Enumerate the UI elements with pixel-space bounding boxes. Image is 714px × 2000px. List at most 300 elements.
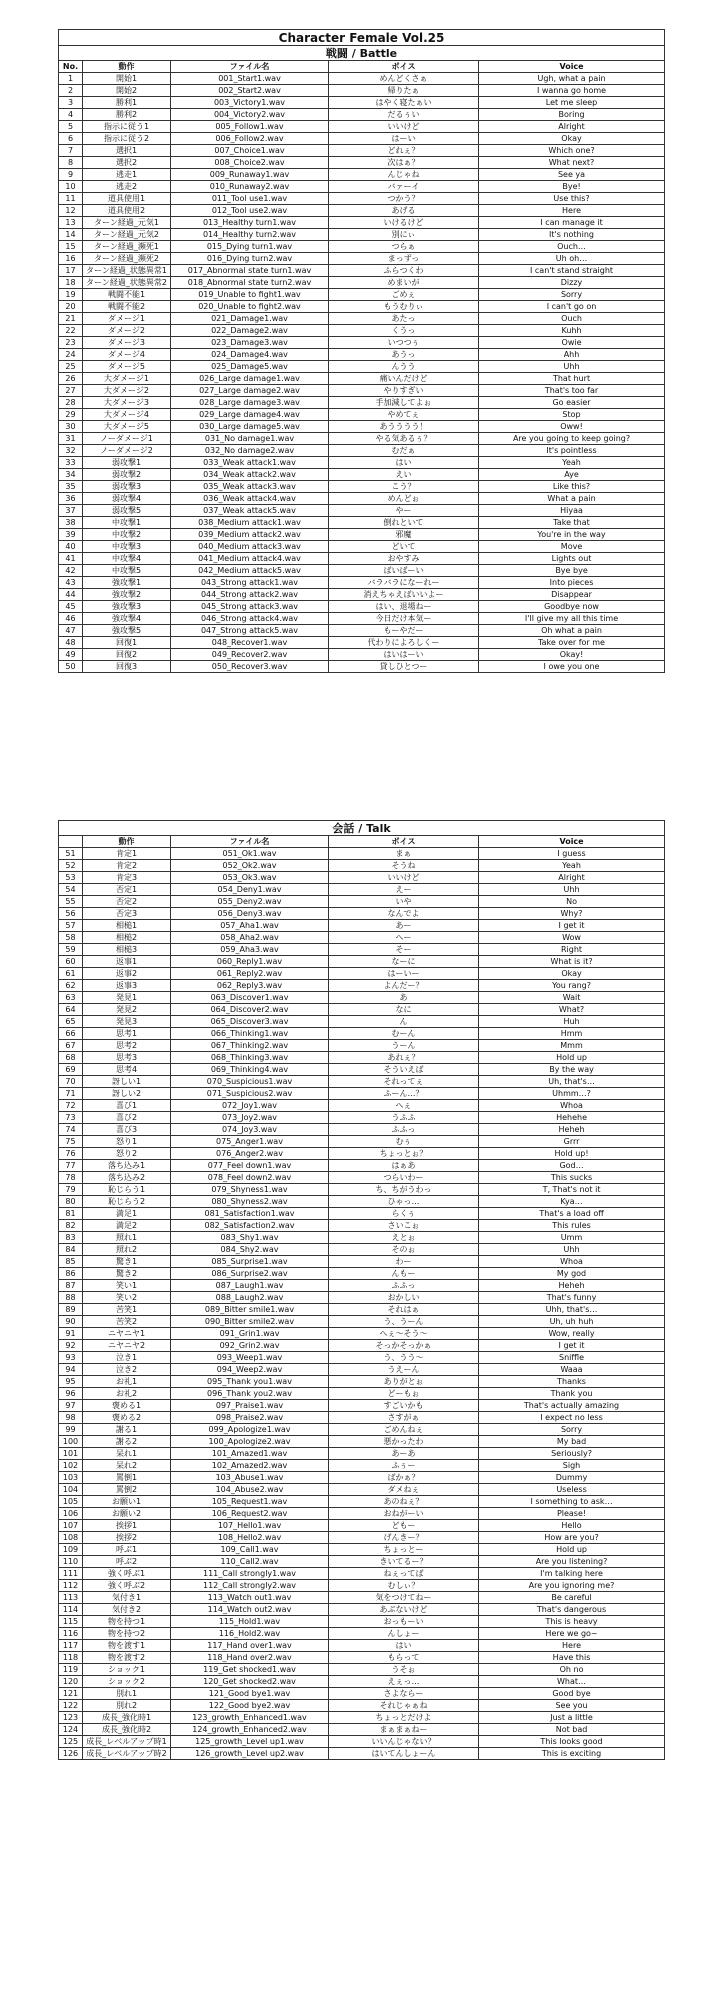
cell-action: ターン経過_状態異常2: [83, 277, 171, 289]
cell-no: 37: [59, 505, 83, 517]
cell-voice: う、うーん: [329, 1316, 479, 1328]
table-row: [59, 1436, 665, 1448]
header-no: No.: [59, 61, 83, 73]
cell-no: 88: [59, 1292, 83, 1304]
cell-action: 中攻撃4: [83, 553, 171, 565]
table-row: [59, 896, 665, 908]
cell-voice-en: Sorry: [479, 1424, 665, 1436]
cell-action: 成長_強化時1: [83, 1712, 171, 1724]
cell-voice-en: I'll give my all this time: [479, 613, 665, 625]
table-row: [59, 169, 665, 181]
cell-voice-en: That's dangerous: [479, 1604, 665, 1616]
cell-file: 007_Choice1.wav: [171, 145, 329, 157]
table-row: [59, 481, 665, 493]
cell-voice-en: This is heavy: [479, 1616, 665, 1628]
table-row: [59, 277, 665, 289]
cell-no: 92: [59, 1340, 83, 1352]
cell-no: 123: [59, 1712, 83, 1724]
table-row: [59, 1532, 665, 1544]
cell-voice-en: Wait: [479, 992, 665, 1004]
cell-file: 031_No damage1.wav: [171, 433, 329, 445]
cell-action: 別れ2: [83, 1700, 171, 1712]
cell-voice: 代わりによろしくー: [329, 637, 479, 649]
cell-voice-en: You're in the way: [479, 529, 665, 541]
cell-action: 泣き2: [83, 1364, 171, 1376]
cell-file: 097_Praise1.wav: [171, 1400, 329, 1412]
cell-voice: ふーん…？: [329, 1088, 479, 1100]
cell-voice: さよならー: [329, 1688, 479, 1700]
table-row: [59, 1028, 665, 1040]
cell-no: 55: [59, 896, 83, 908]
cell-voice: やりすぎい: [329, 385, 479, 397]
cell-voice: そういえば: [329, 1064, 479, 1076]
table-row: [59, 1424, 665, 1436]
table-row: [59, 1208, 665, 1220]
cell-file: 121_Good bye1.wav: [171, 1688, 329, 1700]
cell-voice: いいんじゃない？: [329, 1736, 479, 1748]
cell-voice: うーん: [329, 1040, 479, 1052]
cell-file: 072_Joy1.wav: [171, 1100, 329, 1112]
cell-voice: バァーイ: [329, 181, 479, 193]
cell-no: 69: [59, 1064, 83, 1076]
cell-no: 33: [59, 457, 83, 469]
table-row: [59, 289, 665, 301]
cell-voice: おっもーい: [329, 1616, 479, 1628]
cell-file: 064_Discover2.wav: [171, 1004, 329, 1016]
cell-voice: うそぉ: [329, 1664, 479, 1676]
cell-voice: 邪魔: [329, 529, 479, 541]
table-row: [59, 601, 665, 613]
cell-file: 116_Hold2.wav: [171, 1628, 329, 1640]
cell-no: 70: [59, 1076, 83, 1088]
cell-action: 満足1: [83, 1208, 171, 1220]
table-row: [59, 217, 665, 229]
cell-file: 056_Deny3.wav: [171, 908, 329, 920]
cell-voice: あたっ: [329, 313, 479, 325]
cell-action: 中攻撃3: [83, 541, 171, 553]
cell-voice-en: Bye!: [479, 181, 665, 193]
cell-voice: はい、退場ねー: [329, 601, 479, 613]
cell-action: 笑い1: [83, 1280, 171, 1292]
table-row: [59, 1688, 665, 1700]
cell-voice: んもー: [329, 1268, 479, 1280]
cell-no: 6: [59, 133, 83, 145]
cell-action: 強攻撃4: [83, 613, 171, 625]
cell-no: 114: [59, 1604, 83, 1616]
cell-no: 91: [59, 1328, 83, 1340]
table-row: [59, 361, 665, 373]
cell-action: 呆れ1: [83, 1448, 171, 1460]
cell-voice-en: Owie: [479, 337, 665, 349]
cell-file: 125_growth_Level up1.wav: [171, 1736, 329, 1748]
table-row: [59, 1568, 665, 1580]
cell-voice: むぅ: [329, 1136, 479, 1148]
table-row: [59, 1664, 665, 1676]
table-row: [59, 1364, 665, 1376]
cell-voice-en: Here: [479, 1640, 665, 1652]
cell-voice-en: Boring: [479, 109, 665, 121]
cell-voice: よんだー？: [329, 980, 479, 992]
cell-voice: やる気あるぅ？: [329, 433, 479, 445]
cell-no: 60: [59, 956, 83, 968]
table-row: [59, 1460, 665, 1472]
cell-voice-en: What next?: [479, 157, 665, 169]
cell-voice: う、うう～: [329, 1352, 479, 1364]
cell-file: 010_Runaway2.wav: [171, 181, 329, 193]
cell-voice-en: Heheh: [479, 1280, 665, 1292]
cell-no: 16: [59, 253, 83, 265]
cell-voice-en: Move: [479, 541, 665, 553]
cell-voice: ちょっとー: [329, 1544, 479, 1556]
cell-file: 103_Abuse1.wav: [171, 1472, 329, 1484]
cell-voice: なーに: [329, 956, 479, 968]
cell-file: 018_Abnormal state turn2.wav: [171, 277, 329, 289]
cell-voice: いいけど: [329, 121, 479, 133]
header-file: ファイル名: [171, 836, 329, 848]
cell-voice-en: Use this?: [479, 193, 665, 205]
cell-voice: すごいかも: [329, 1400, 479, 1412]
cell-file: 009_Runaway1.wav: [171, 169, 329, 181]
cell-no: 13: [59, 217, 83, 229]
cell-no: 10: [59, 181, 83, 193]
cell-voice-en: Ahh: [479, 349, 665, 361]
cell-voice: ふぅー: [329, 1460, 479, 1472]
cell-action: 訝しい2: [83, 1088, 171, 1100]
cell-file: 003_Victory1.wav: [171, 97, 329, 109]
cell-file: 011_Tool use1.wav: [171, 193, 329, 205]
cell-action: 呆れ2: [83, 1460, 171, 1472]
cell-action: 思考4: [83, 1064, 171, 1076]
table-row: [59, 1112, 665, 1124]
table-row: [59, 932, 665, 944]
cell-file: 035_Weak attack3.wav: [171, 481, 329, 493]
table-row: [59, 445, 665, 457]
cell-voice: あうううう！: [329, 421, 479, 433]
cell-file: 098_Praise2.wav: [171, 1412, 329, 1424]
cell-file: 083_Shy1.wav: [171, 1232, 329, 1244]
cell-action: 思考3: [83, 1052, 171, 1064]
cell-voice: 手加減してよぉ: [329, 397, 479, 409]
table-row: [59, 85, 665, 97]
cell-voice-en: Uh oh…: [479, 253, 665, 265]
cell-voice: はやく寝たぁい: [329, 97, 479, 109]
cell-voice-en: Hehehe: [479, 1112, 665, 1124]
table-row: [59, 1604, 665, 1616]
cell-no: 74: [59, 1124, 83, 1136]
cell-file: 038_Medium attack1.wav: [171, 517, 329, 529]
cell-no: 5: [59, 121, 83, 133]
cell-action: お願い1: [83, 1496, 171, 1508]
cell-no: 67: [59, 1040, 83, 1052]
cell-file: 024_Damage4.wav: [171, 349, 329, 361]
cell-voice-en: I owe you one: [479, 661, 665, 673]
cell-no: 126: [59, 1748, 83, 1760]
table-row: [59, 1376, 665, 1388]
cell-voice: ありがとぉ: [329, 1376, 479, 1388]
table-row: [59, 1160, 665, 1172]
cell-file: 034_Weak attack2.wav: [171, 469, 329, 481]
table-row: [59, 992, 665, 1004]
cell-file: 093_Weep1.wav: [171, 1352, 329, 1364]
cell-voice-en: Uhh: [479, 361, 665, 373]
cell-action: 道具使用1: [83, 193, 171, 205]
cell-file: 126_growth_Level up2.wav: [171, 1748, 329, 1760]
cell-action: 強く呼ぶ1: [83, 1568, 171, 1580]
cell-action: 大ダメージ1: [83, 373, 171, 385]
cell-voice-en: Uhh: [479, 884, 665, 896]
cell-voice-en: Please!: [479, 1508, 665, 1520]
cell-voice-en: What…: [479, 1676, 665, 1688]
cell-no: 57: [59, 920, 83, 932]
cell-no: 115: [59, 1616, 83, 1628]
cell-file: 078_Feel down2.wav: [171, 1172, 329, 1184]
cell-file: 111_Call strongly1.wav: [171, 1568, 329, 1580]
cell-no: 44: [59, 589, 83, 601]
cell-no: 79: [59, 1184, 83, 1196]
cell-file: 020_Unable to fight2.wav: [171, 301, 329, 313]
cell-file: 042_Medium attack5.wav: [171, 565, 329, 577]
table-row: [59, 1304, 665, 1316]
cell-action: 驚き2: [83, 1268, 171, 1280]
table-row: [59, 517, 665, 529]
cell-file: 019_Unable to fight1.wav: [171, 289, 329, 301]
cell-voice-en: Hold up: [479, 1052, 665, 1064]
cell-voice: はいてんしょーん: [329, 1748, 479, 1760]
cell-action: 挨拶2: [83, 1532, 171, 1544]
cell-no: 23: [59, 337, 83, 349]
cell-action: 物を渡す2: [83, 1652, 171, 1664]
cell-action: 褒める1: [83, 1400, 171, 1412]
cell-voice: 貸しひとつー: [329, 661, 479, 673]
cell-voice: うえーん: [329, 1364, 479, 1376]
table-row: [59, 1724, 665, 1736]
cell-action: 強攻撃3: [83, 601, 171, 613]
cell-voice: ばいばーい: [329, 565, 479, 577]
table-row: [59, 1184, 665, 1196]
cell-action: 褒める2: [83, 1412, 171, 1424]
cell-action: 苦笑1: [83, 1304, 171, 1316]
cell-voice-en: Hold up!: [479, 1148, 665, 1160]
cell-file: 076_Anger2.wav: [171, 1148, 329, 1160]
cell-voice-en: My god: [479, 1268, 665, 1280]
table-row: [59, 493, 665, 505]
cell-no: 72: [59, 1100, 83, 1112]
cell-voice: 消えちゃえばいいよー: [329, 589, 479, 601]
cell-action: 逃走2: [83, 181, 171, 193]
cell-voice: 今日だけ本気ー: [329, 613, 479, 625]
cell-action: 回復2: [83, 649, 171, 661]
cell-voice-en: Stop: [479, 409, 665, 421]
cell-file: 048_Recover1.wav: [171, 637, 329, 649]
cell-no: 15: [59, 241, 83, 253]
cell-voice: それってぇ: [329, 1076, 479, 1088]
cell-voice-en: Okay: [479, 968, 665, 980]
cell-file: 029_Large damage4.wav: [171, 409, 329, 421]
cell-voice: めまいが: [329, 277, 479, 289]
table-row: [59, 1448, 665, 1460]
cell-voice: くうっ: [329, 325, 479, 337]
cell-file: 090_Bitter smile2.wav: [171, 1316, 329, 1328]
cell-action: 笑い2: [83, 1292, 171, 1304]
cell-no: 35: [59, 481, 83, 493]
cell-action: 否定1: [83, 884, 171, 896]
cell-voice: あー: [329, 920, 479, 932]
cell-action: 強攻撃5: [83, 625, 171, 637]
cell-voice: なんでよ: [329, 908, 479, 920]
cell-no: 90: [59, 1316, 83, 1328]
cell-action: 泣き1: [83, 1352, 171, 1364]
cell-voice-en: I can manage it: [479, 217, 665, 229]
table-row: [59, 1496, 665, 1508]
cell-voice-en: Uhh: [479, 1244, 665, 1256]
cell-voice: 気をつけてねー: [329, 1592, 479, 1604]
cell-file: 017_Abnormal state turn1.wav: [171, 265, 329, 277]
cell-action: 恥じらう1: [83, 1184, 171, 1196]
cell-file: 075_Anger1.wav: [171, 1136, 329, 1148]
cell-no: 8: [59, 157, 83, 169]
cell-no: 52: [59, 860, 83, 872]
cell-no: 31: [59, 433, 83, 445]
cell-action: 回復1: [83, 637, 171, 649]
cell-no: 117: [59, 1640, 83, 1652]
table-row: [59, 1340, 665, 1352]
battle-section-title: 戦闘 / Battle: [59, 46, 665, 61]
cell-file: 114_Watch out2.wav: [171, 1604, 329, 1616]
cell-file: 006_Follow2.wav: [171, 133, 329, 145]
cell-no: 39: [59, 529, 83, 541]
cell-action: 開始1: [83, 73, 171, 85]
cell-voice: えとぉ: [329, 1232, 479, 1244]
cell-action: 開始2: [83, 85, 171, 97]
cell-no: 56: [59, 908, 83, 920]
cell-voice: どーもぉ: [329, 1388, 479, 1400]
cell-file: 028_Large damage3.wav: [171, 397, 329, 409]
cell-action: ダメージ4: [83, 349, 171, 361]
cell-voice: うふふ: [329, 1112, 479, 1124]
cell-voice: ふふっ: [329, 1280, 479, 1292]
cell-no: 78: [59, 1172, 83, 1184]
table-row: [59, 505, 665, 517]
table-row: [59, 1748, 665, 1760]
cell-action: 弱攻撃1: [83, 457, 171, 469]
cell-file: 032_No damage2.wav: [171, 445, 329, 457]
cell-voice: へー: [329, 932, 479, 944]
table-row: [59, 397, 665, 409]
table-row: [59, 1472, 665, 1484]
cell-voice-en: Huh: [479, 1016, 665, 1028]
cell-action: 弱攻撃2: [83, 469, 171, 481]
table-row: [59, 325, 665, 337]
table-row: [59, 1280, 665, 1292]
cell-voice-en: Yeah: [479, 457, 665, 469]
table-row: [59, 73, 665, 85]
cell-file: 021_Damage1.wav: [171, 313, 329, 325]
cell-action: 強く呼ぶ2: [83, 1580, 171, 1592]
cell-voice-en: By the way: [479, 1064, 665, 1076]
table-row: [59, 229, 665, 241]
cell-voice-en: Hold up: [479, 1544, 665, 1556]
cell-file: 082_Satisfaction2.wav: [171, 1220, 329, 1232]
table-row: [59, 1004, 665, 1016]
cell-voice: どれぇ？: [329, 145, 479, 157]
table-row: [59, 1292, 665, 1304]
cell-voice: あれぇ？: [329, 1052, 479, 1064]
cell-voice-en: Alright: [479, 872, 665, 884]
table-row: [59, 1232, 665, 1244]
cell-voice-en: I can't go on: [479, 301, 665, 313]
cell-file: 047_Strong attack5.wav: [171, 625, 329, 637]
cell-no: 22: [59, 325, 83, 337]
cell-action: 挨拶1: [83, 1520, 171, 1532]
cell-voice: ひゃっ…: [329, 1196, 479, 1208]
cell-voice: あうっ: [329, 349, 479, 361]
cell-file: 106_Request2.wav: [171, 1508, 329, 1520]
cell-voice-en: That's a load off: [479, 1208, 665, 1220]
cell-no: 2: [59, 85, 83, 97]
cell-voice-en: Just a little: [479, 1712, 665, 1724]
cell-voice: いつつぅ: [329, 337, 479, 349]
cell-no: 93: [59, 1352, 83, 1364]
cell-voice-en: Let me sleep: [479, 97, 665, 109]
cell-voice-en: Not bad: [479, 1724, 665, 1736]
cell-no: 7: [59, 145, 83, 157]
cell-no: 104: [59, 1484, 83, 1496]
cell-action: 戦闘不能2: [83, 301, 171, 313]
table-row: [59, 1016, 665, 1028]
table-row: [59, 1052, 665, 1064]
cell-no: 45: [59, 601, 83, 613]
cell-no: 58: [59, 932, 83, 944]
cell-no: 4: [59, 109, 83, 121]
cell-action: ダメージ5: [83, 361, 171, 373]
cell-action: 弱攻撃4: [83, 493, 171, 505]
cell-voice: いや: [329, 896, 479, 908]
table-row: [59, 920, 665, 932]
cell-voice: ち、ちがうわっ: [329, 1184, 479, 1196]
cell-no: 95: [59, 1376, 83, 1388]
cell-no: 122: [59, 1700, 83, 1712]
table-row: [59, 884, 665, 896]
cell-no: 43: [59, 577, 83, 589]
cell-file: 068_Thinking3.wav: [171, 1052, 329, 1064]
cell-voice-en: Dummy: [479, 1472, 665, 1484]
table-row: [59, 860, 665, 872]
cell-voice: さすがぁ: [329, 1412, 479, 1424]
cell-file: 022_Damage2.wav: [171, 325, 329, 337]
cell-voice-en: Seriously?: [479, 1448, 665, 1460]
cell-file: 014_Healthy turn2.wav: [171, 229, 329, 241]
cell-action: 大ダメージ3: [83, 397, 171, 409]
cell-voice: あぶないけど: [329, 1604, 479, 1616]
table-row: [59, 637, 665, 649]
table-row: [59, 1148, 665, 1160]
cell-action: 罵倒2: [83, 1484, 171, 1496]
cell-no: 110: [59, 1556, 83, 1568]
cell-voice-en: Okay: [479, 133, 665, 145]
cell-no: 32: [59, 445, 83, 457]
cell-voice-en: That's actually amazing: [479, 1400, 665, 1412]
cell-no: 80: [59, 1196, 83, 1208]
cell-voice-en: Take that: [479, 517, 665, 529]
cell-voice: へぇ～そう～: [329, 1328, 479, 1340]
cell-action: 相槌2: [83, 932, 171, 944]
cell-file: 086_Surprise2.wav: [171, 1268, 329, 1280]
cell-no: 96: [59, 1388, 83, 1400]
cell-voice: へぇ: [329, 1100, 479, 1112]
cell-no: 84: [59, 1244, 83, 1256]
battle-header-row: [59, 61, 665, 73]
cell-no: 125: [59, 1736, 83, 1748]
